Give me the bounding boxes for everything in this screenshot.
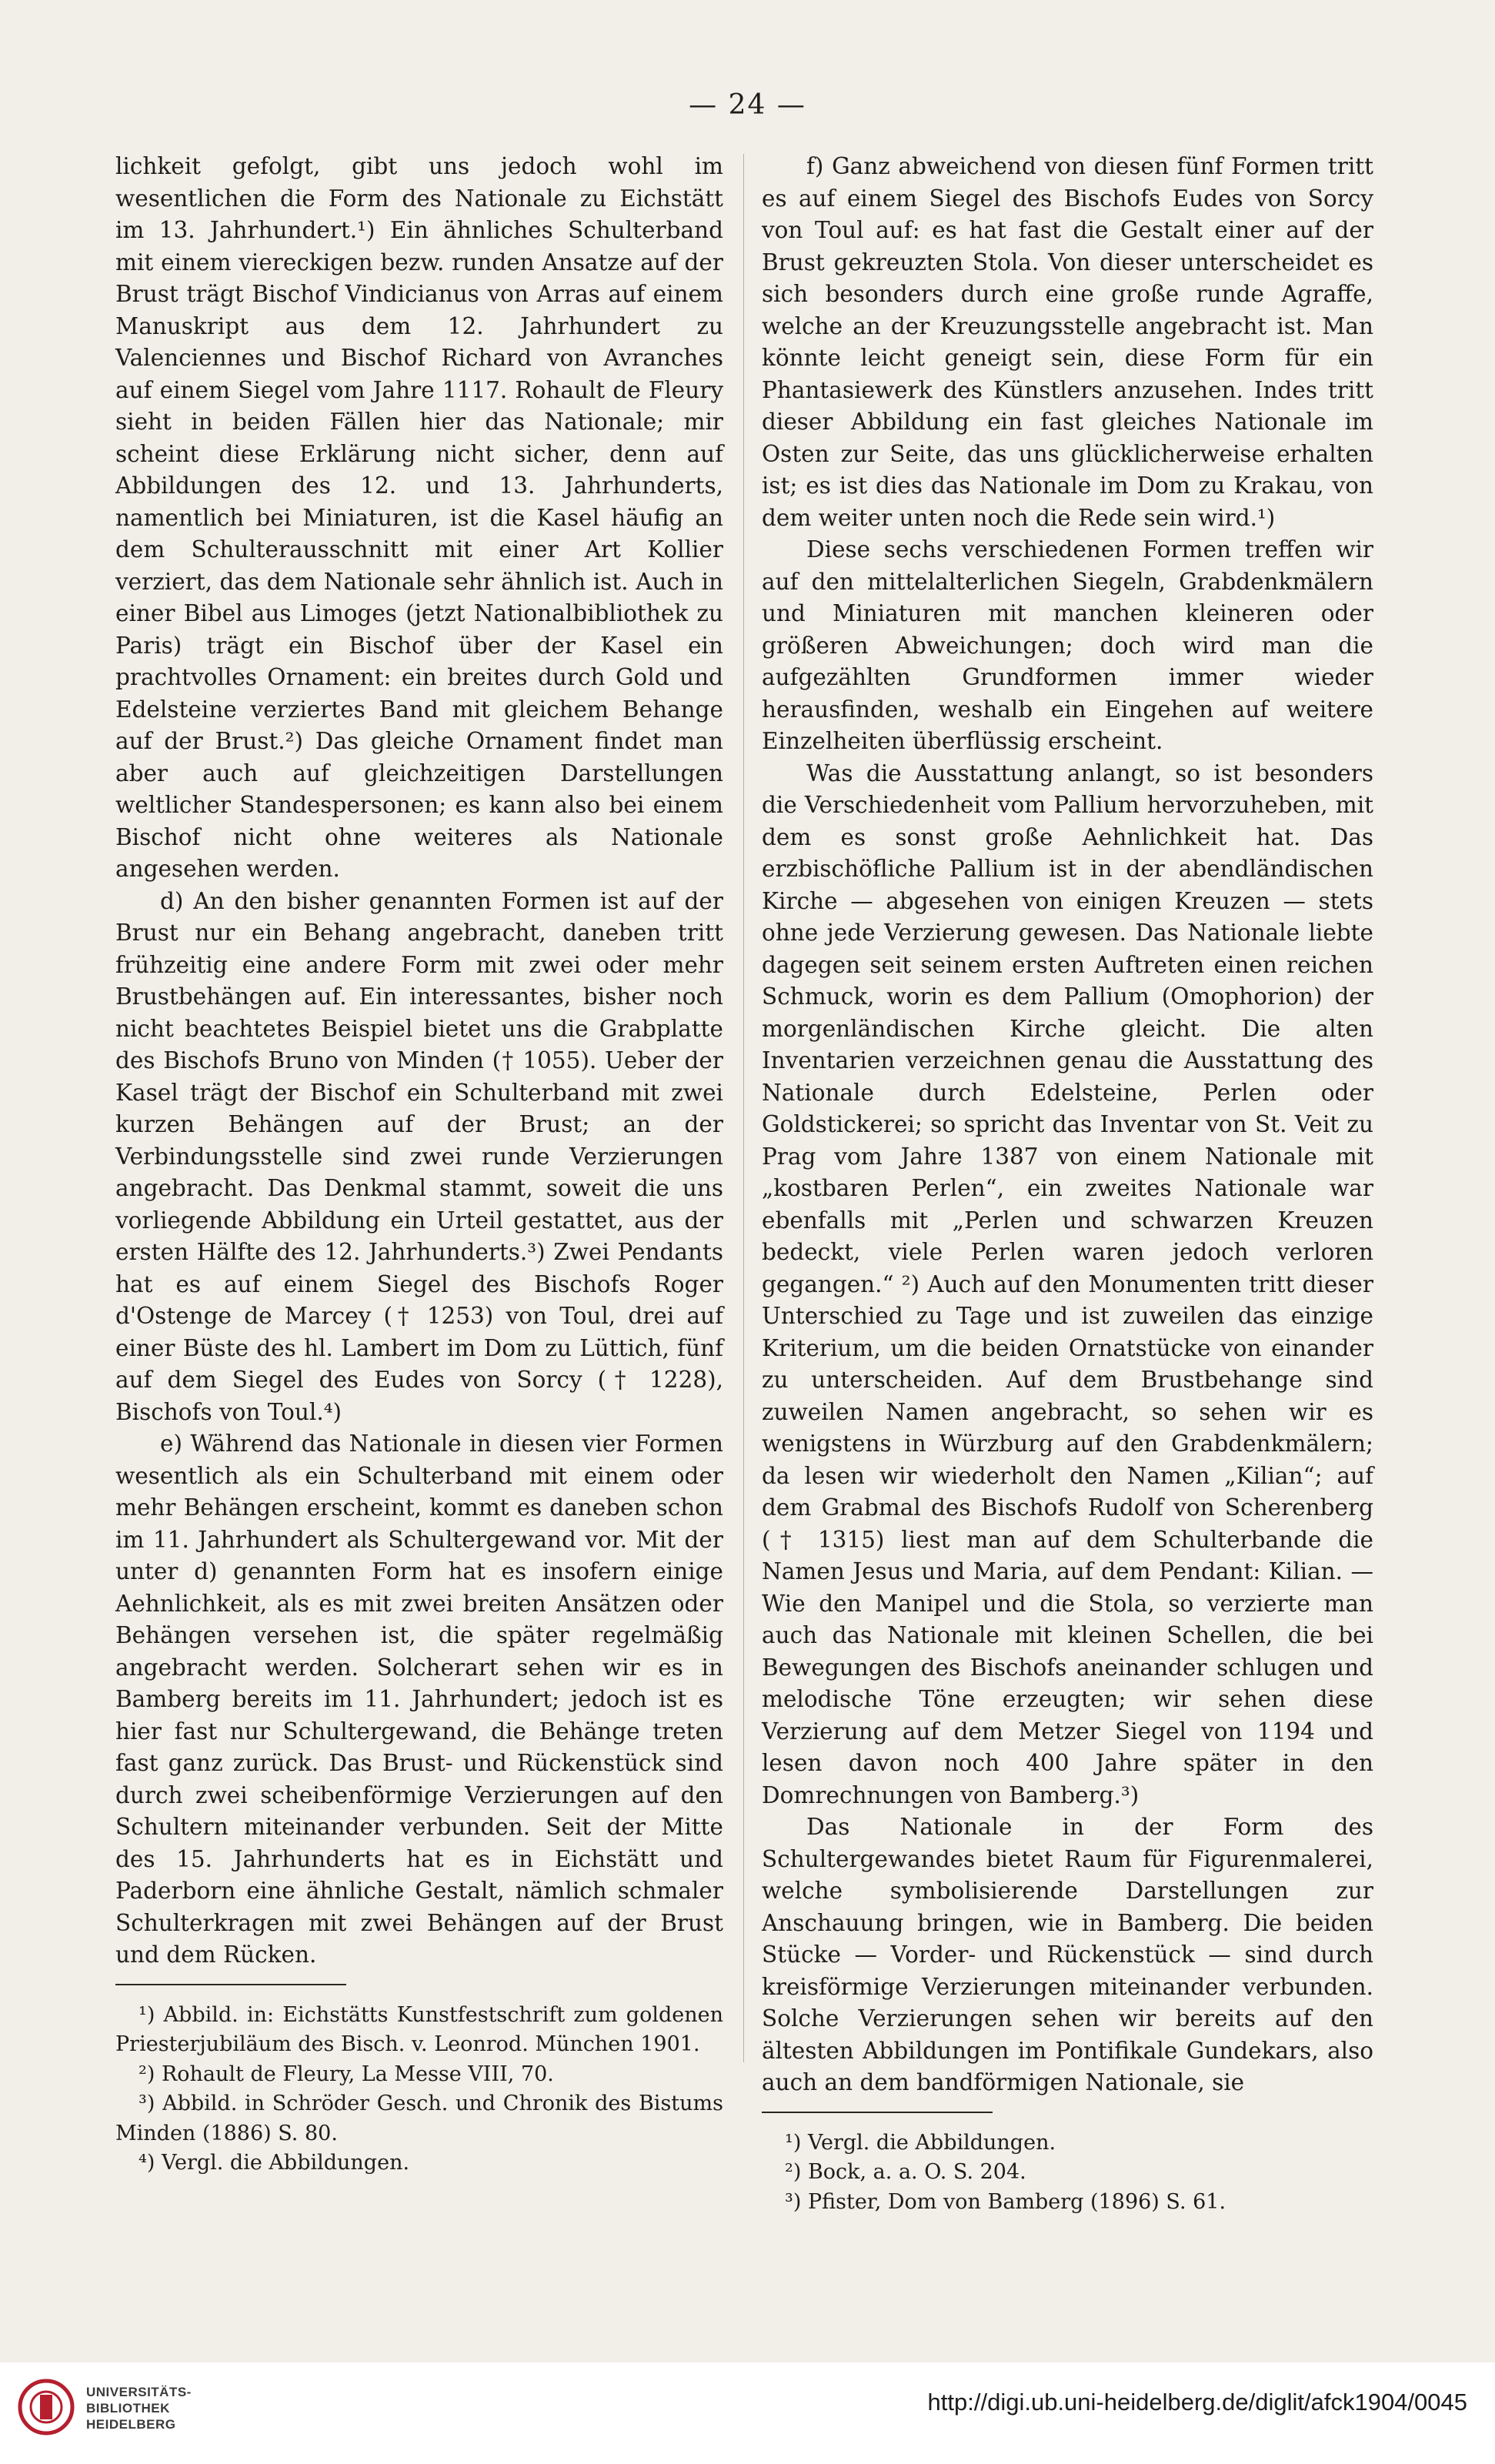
paragraph: Das Nationale in der Form des Schultergewandes bietet Raum für Figurenmalerei, welche symbolisierende Darstellungen zur Anschauung bringen, wie in Bamberg. Die beiden Stücke — Vorder- und Rückenstück — sind durch kreisförmige Verzierungen miteinander verbunden. Solche Verzierungen sehen wir bereits auf den ältesten Abbildungen im Pontifikale Gundekars, also auch an dem bandförmigen Nationale, sie	[762, 1814, 1373, 2095]
library-seal-icon	[17, 2378, 75, 2436]
footnotes	[115, 1984, 723, 2179]
footnote: ³) Abbild. in Schröder Gesch. und Chronik des Bistums Minden (1886) S. 80.	[115, 2092, 723, 2145]
source-url-link[interactable]: http://digi.ub.uni-heidelberg.de/diglit/afck1904/0045	[927, 2389, 1467, 2416]
paragraph: Was die Ausstattung anlangt, so ist besonders die Verschiedenheit vom Pallium hervorzuheben, mit dem es sonst große Aehnlichkeit hat. Das erzbischöfliche Pallium ist in der abendländischen Kirche — abgesehen von einigen Kreuzen — stets ohne jede Verzierung gewesen. Das Nationale liebte dagegen seit seinem ersten Auftreten einen reichen Schmuck, worin es dem Pallium (Omophorion) der morgenländischen Kirche gleicht. Die alten Inventarien verzeichnen genau die Ausstattung des Nationale durch Edelsteine, Perlen oder Goldstickerei; so spricht das Inventar von St. Veit zu Prag vom Jahre 1387 von einem Nationale mit „kostbaren Perlen“, ein zweites Nationale war ebenfalls mit „Perlen und schwarzen Kreuzen bedeckt, viele Perlen waren jedoch verloren gegangen.“ ²) Auch auf den Monumenten tritt dieser Unterschied zu Tage und ist zuweilen das einzige Kriterium, um die beiden Ornatstücke von einander zu unterscheiden. Auf dem Brustbehange sind zuweilen Namen angebracht, so sehen wir es wenigstens in Würzburg auf den Grabdenkmälern; da lesen wir wiederholt den Namen „Kilian“; auf dem Grabmal des Bischofs Rudolf von Scherenberg († 1315) liest man auf dem Schulterbande die Namen Jesus und Maria, auf dem Pendant: Kilian. — Wie den Manipel und die Stola, so verzierte man auch das Nationale mit kleinen Schellen, die bei Bewegungen des Bischofs aneinander schlugen und melodische Töne erzeugten; wir sehen diese Verzierung auf dem Metzer Siegel von 1194 und lesen davon noch 400 Jahre später in den Domrechnungen von Bamberg.³)	[762, 760, 1373, 1808]
footnote: ²) Bock, a. a. O. S. 204.	[785, 2160, 1026, 2184]
logo-line: BIBLIOTHEK	[86, 2401, 170, 2416]
logo-line: HEIDELBERG	[86, 2417, 176, 2432]
logo-line: UNIVERSITÄTS-	[86, 2385, 192, 2399]
paragraph: Diese sechs verschiedenen Formen treffen wir auf den mittelalterlichen Siegeln, Grabdenkmälern und Miniaturen mit manchen kleineren oder größeren Abweichungen; doch wird man die aufgezählten Grundformen immer wieder herausfinden, weshalb ein Eingehen auf weitere Einzelheiten überflüssig erscheint.	[762, 536, 1373, 754]
paragraph: lichkeit gefolgt, gibt uns jedoch wohl im wesentlichen die Form des Nationale zu Eichstätt im 13. Jahrhundert.¹) Ein ähnliches Schulterband mit einem viereckigen bezw. runden Ansatze auf der Brust trägt Bischof Vindicianus von Arras auf einem Manuskript aus dem 12. Jahrhundert zu Valenciennes und Bischof Richard von Avranches auf einem Siegel vom Jahre 1117. Rohault de Fleury sieht in beiden Fällen hier das Nationale; mir scheint diese Erklärung nicht sicher, denn auf Abbildungen des 12. und 13. Jahrhunderts, namentlich bei Miniaturen, ist die Kasel häufig an dem Schulterausschnitt mit einer Art Kollier verziert, das dem Nationale sehr ähnlich ist. Auch in einer Bibel aus Limoges (jetzt Nationalbibliothek zu Paris) trägt ein Bischof über der Kasel ein prachtvolles Ornament: ein breites durch Gold und Edelsteine verziertes Band mit gleichem Behange auf der Brust.²) Das gleiche Ornament findet man aber auch auf gleichzeitigen Darstellungen weltlicher Standespersonen; es kann also bei einem Bischof nicht ohne weiteres als Nationale angesehen werden.	[115, 153, 723, 882]
right-column	[762, 151, 1373, 2217]
footnote: ¹) Vergl. die Abbildungen.	[785, 2130, 1056, 2155]
footnote: ³) Pfister, Dom von Bamberg (1896) S. 61.	[785, 2189, 1226, 2214]
library-footer	[0, 2362, 1495, 2464]
paragraph: d) An den bisher genannten Formen ist auf der Brust nur ein Behang angebracht, daneben tritt frühzeitig eine andere Form mit zwei oder mehr Brustbehängen auf. Ein interessantes, bisher noch nicht beachtetes Beispiel bietet uns die Grabplatte des Bischofs Bruno von Minden († 1055). Ueber der Kasel trägt der Bischof ein Schulterband mit zwei kurzen Behängen auf der Brust; an der Verbindungsstelle sind zwei runde Verzierungen angebracht. Das Denkmal stammt, soweit die uns vorliegende Abbildung ein Urteil gestattet, aus der ersten Hälfte des 12. Jahrhunderts.³) Zwei Pendants hat es auf einem Siegel des Bischofs Roger d'Ostenge de Marcey († 1253) von Toul, drei auf einer Büste des hl. Lambert im Dom zu Lüttich, fünf auf dem Siegel des Eudes von Sorcy († 1228), Bischofs von Toul.⁴)	[115, 887, 723, 1425]
paragraph: f) Ganz abweichend von diesen fünf Formen tritt es auf einem Siegel des Bischofs Eudes von Sorcy von Toul auf: es hat fast die Gestalt einer auf der Brust gekreuzten Stola. Von dieser unterscheidet es sich besonders durch eine große runde Agraffe, welche an der Kreuzungsstelle angebracht ist. Man könnte leicht geneigt sein, diese Form für ein Phantasiewerk des Künstlers anzusehen. Indes tritt dieser Abbildung ein fast gleiches Nationale im Osten zur Seite, das uns glücklicherweise erhalten ist; es ist dies das Nationale im Dom zu Krakau, von dem weiter unten noch die Rede sein wird.¹)	[762, 153, 1373, 531]
page-number: — 24 —	[689, 89, 806, 121]
footnote: ¹) Abbild. in: Eichstätts Kunstfestschrift zum goldenen Priesterjubiläum des Bisch. v. Leonrod. München 1901.	[115, 2002, 723, 2056]
footnotes	[762, 2112, 1226, 2218]
library-logo-text	[86, 2384, 192, 2432]
column-divider	[743, 154, 744, 2062]
footnote: ⁴) Vergl. die Abbildungen.	[138, 2151, 410, 2175]
paragraph: e) Während das Nationale in diesen vier Formen wesentlich als ein Schulterband mit einem oder mehr Behängen erscheint, kommt es daneben schon im 11. Jahrhundert als Schultergewand vor. Mit der unter d) genannten Form hat es insofern einige Aehnlichkeit, als es mit zwei breiten Ansätzen oder Behängen versehen ist, die später regelmäßig angebracht werden. Solcherart sehen wir es in Bamberg bereits im 11. Jahrhundert; jedoch ist es hier fast nur Schultergewand, die Behänge treten fast ganz zurück. Das Brust- und Rückenstück sind durch zwei scheibenförmige Verzierungen auf den Schultern miteinander verbunden. Seit der Mitte des 15. Jahrhunderts hat es in Eichstätt und Paderborn eine ähnliche Gestalt, nämlich schmaler Schulterkragen mit zwei Behängen auf der Brust und dem Rücken.	[115, 1431, 723, 1968]
footnote: ²) Rohault de Fleury, La Messe VIII, 70.	[138, 2062, 554, 2086]
left-column	[115, 151, 723, 2179]
